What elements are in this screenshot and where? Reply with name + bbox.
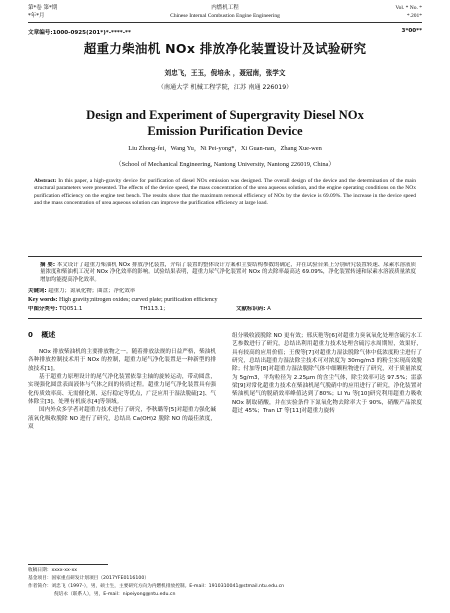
footnote-rule [28, 564, 108, 565]
doc-code-label: 文献标识码: [236, 306, 266, 312]
document-code [236, 306, 271, 313]
clc-label: 中图分类号: [28, 306, 58, 312]
body-paragraph: 组分吸收液脱除 NO 更有效；邢庆艳等[6]对超重力臭氧氧化处理含硫污水工艺参数进行了研究，总结出利用超重力技术处理含硫污水周期短，效果好，具有较高的应用价值；王俊等[7]对超重力湿法脱除气体中低浓度粉尘进行了研究，总结出超重力湿法除尘技术可对浓度为 30mg/m3 的粉尘实现高效脱除；付加等[8]对超重力湿法脱除气体中细颗粒物进行了研究，对于质量浓度为 5g/m3，平均粒径为 2.25μm 的含尘气体，除尘效率可达 97.5%；雷嘉梁[9]对常化超重力技术在柴油机尾气脱硝中的应用进行了研究，净化装置对柴油机尾气的脱硝效率峰值达到了80%；LI Yu 等[10]研究利用超重力吸收 NOx 制取硝酸，并在实验条件下氮氧化物去除率大于 90%，硝酸产品浓度超过 45%；Tran LT 等[11]对超重力旋转 [232, 333, 422, 415]
abstract-divider-bottom [28, 318, 422, 319]
body-paragraph: NOx 排放柴油机的主要排放物之一。随着排放法规的日益严格，柴油机各种排放控制技术用于 NOx 的控制，超重力尾气净化装置是一种新型的排放技术[1]。 [28, 349, 216, 372]
header-journal-cn: 内燃机工程 [211, 5, 239, 11]
article-number: 文章编号:1000-0925(201*)*-****-** [28, 30, 131, 36]
body-paragraph: 基于超重力原理设计的尾气净化装置依靠主轴的旋转运动，带动圆盘，实现强化圆盘表面液体与气体之间的传质过程。超重力尾气净化装置具有强化传质效率高、无需催化剂、运行稳定等优点，广泛应用于湿法脱硫[2]、气体除尘[3]、处理有机废水[4]等领域。 [28, 374, 216, 406]
body-column-right [232, 332, 422, 612]
section-number: 0 [28, 331, 33, 339]
english-authors: Liu Zhong-fei，Wang Yu，Ni Pei-yong*，Xi Guan-nan，Zhang Xue-wen [128, 145, 322, 152]
english-abstract [34, 178, 416, 245]
abstract-divider-top [28, 256, 422, 257]
chinese-title: 超重力柴油机 NOx 排放净化装置设计及试验研究 [83, 41, 367, 56]
clc-value: TQ051.1 [59, 306, 83, 312]
section-title: 概述 [41, 331, 56, 339]
chinese-abstract [40, 262, 416, 285]
footnote-received: 收稿日期：xxxx-xx-xx [28, 568, 78, 573]
doc-code-value: A [267, 306, 271, 312]
chinese-keywords [28, 288, 416, 295]
section-heading [28, 330, 55, 340]
chinese-authors: 刘忠飞，王玉，倪培永 ，聂冠南，张学文 [164, 69, 286, 77]
header-date: *年*月 [28, 13, 45, 19]
classification-number-2: TH113.1； [140, 306, 169, 312]
chinese-affiliation: （南通大学 机械工程学院，江苏 南通 226019） [157, 84, 293, 91]
english-affiliation: （School of Mechanical Engineering, Nantong University, Nantong 226019, China） [115, 161, 335, 168]
english-title-line-2: Emission Purification Device [147, 124, 303, 138]
chinese-abstract-label: 摘 要: [40, 262, 56, 268]
article-code: 3*00** [401, 28, 422, 34]
chinese-abstract-text: 本文设计了超重力柴油机 NOx 排放净化装置，介绍了装置的整体设计方案和主要结构参数的确定，并在试验台架上分别研究装置转速、尿素水溶液质量浓度和柴油机工况对 NOx 净化效率的影响。试验结果表明，超重力尿气净化装置对 NOx 的去除率最高达 69.09%，净化装置转速和尿素水溶液质量浓度增加均能提高净化效率。 [40, 262, 416, 283]
english-title-line-1: Design and Experiment of Supergravity Diesel NOx [86, 108, 364, 122]
header-year: *.201* [406, 13, 422, 19]
english-keywords [28, 297, 416, 304]
english-keywords-label: Key words: [28, 297, 58, 303]
header-volume: Vol. * No. * [395, 5, 422, 11]
footnote-author: 作者简介：刘忠飞（1997-），男，硕士生，主要研究方向为内燃机排放控制。E-mail：1910310041@stmail.ntu.edu.cn [28, 584, 285, 589]
header-issue: 第*卷 第*期 [28, 5, 58, 11]
footnote-contact: 倪培永（联系人），男，E-mail：nipeiyong@ntu.edu.cn [54, 592, 176, 597]
footnote-funding: 基金项目：国家重点研发计划项目（2017YFE0116100） [28, 576, 150, 581]
header-rule [28, 22, 422, 23]
body-paragraph: 国内外众多学者对超重力技术进行了研究，李秋璐等[5]对超重力强化碱液氧化吸收脱除 NO 进行了研究，总结出 Ca(OH)2 脱除 NO 的最佳浓度，双 [28, 407, 216, 431]
classification-number [28, 306, 82, 313]
body-column-left [28, 348, 216, 556]
chinese-keywords-label: 关键词: [28, 288, 47, 294]
english-keywords-text: High gravity;nitrogen oxides; curved plate; purification efficiency [59, 297, 218, 303]
english-abstract-label: Abstract: [34, 178, 57, 184]
header-journal-en: Chinese Internal Combustion Engine Engineering [170, 13, 280, 19]
chinese-keywords-text: 超重力；氮氧化物；曲盘；净化效率 [48, 288, 136, 294]
english-abstract-text: In this paper, a high-gravity device for purification of diesel NOx emission was designed. The overall design of the device and the determination of the main structural parameters were presented. The effects of the device speed, the mass concentration of the urea aqueous solution, and the engine operating conditions on the NOx purification efficiency on the engine test bench. The results show that the maximum removal efficiency of NOx by the device is 69.09%. The increase in the device speed and the mass concentration of urea aqueous solution can improve the purification efficiency at large load. [34, 178, 416, 207]
